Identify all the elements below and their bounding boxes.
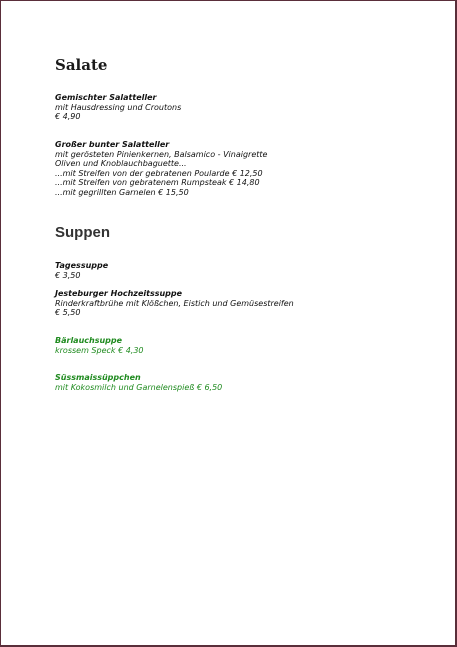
menu-item-baerlauchsuppe [55, 336, 144, 355]
menu-item-tagessuppe [55, 261, 108, 280]
section-title-salate: Salate [55, 56, 108, 74]
menu-item-description: Rinderkraftbrühe mit Klößchen, Eistich und Gemüsestreifen [55, 298, 294, 308]
menu-item-name: Jesteburger Hochzeitssuppe [55, 289, 183, 298]
menu-item-description: krossem Speck € 4,30 [55, 345, 144, 355]
menu-item-option: ...mit gegrillten Garnelen € 15,50 [55, 187, 189, 197]
menu-item-description: mit Kokosmilch und Garnelenspieß € 6,50 [55, 382, 223, 392]
menu-item-name: Süssmaissüppchen [55, 373, 141, 382]
menu-item-name: Großer bunter Salatteller [55, 140, 170, 149]
menu-item-name: Gemischter Salatteller [55, 93, 157, 102]
menu-item-hochzeitssuppe [55, 289, 294, 318]
menu-item-description: Oliven und Knoblauchbaguette... [55, 159, 187, 168]
menu-item-name: Tagessuppe [55, 261, 109, 270]
menu-item-option: ...mit Streifen von gebratenem Rumpsteak € 14,80 [55, 178, 260, 187]
menu-item-price: € 3,50 [55, 270, 81, 280]
menu-item-gemischter-salatteller [55, 93, 181, 122]
menu-item-option: ...mit Streifen von der gebratenen Poularde € 12,50 [55, 168, 263, 178]
section-title-suppen: Suppen [55, 224, 110, 241]
menu-item-description: mit gerösteten Pinienkernen, Balsamico - Vinaigrette [55, 149, 268, 159]
menu-item-description: mit Hausdressing und Croutons [55, 102, 182, 112]
menu-item-suessmaissueppchen [55, 373, 222, 392]
menu-item-name: Bärlauchsuppe [55, 336, 123, 345]
menu-item-price: € 4,90 [55, 112, 81, 121]
menu-item-price: € 5,50 [55, 308, 81, 317]
menu-item-grosser-salatteller [55, 140, 267, 197]
